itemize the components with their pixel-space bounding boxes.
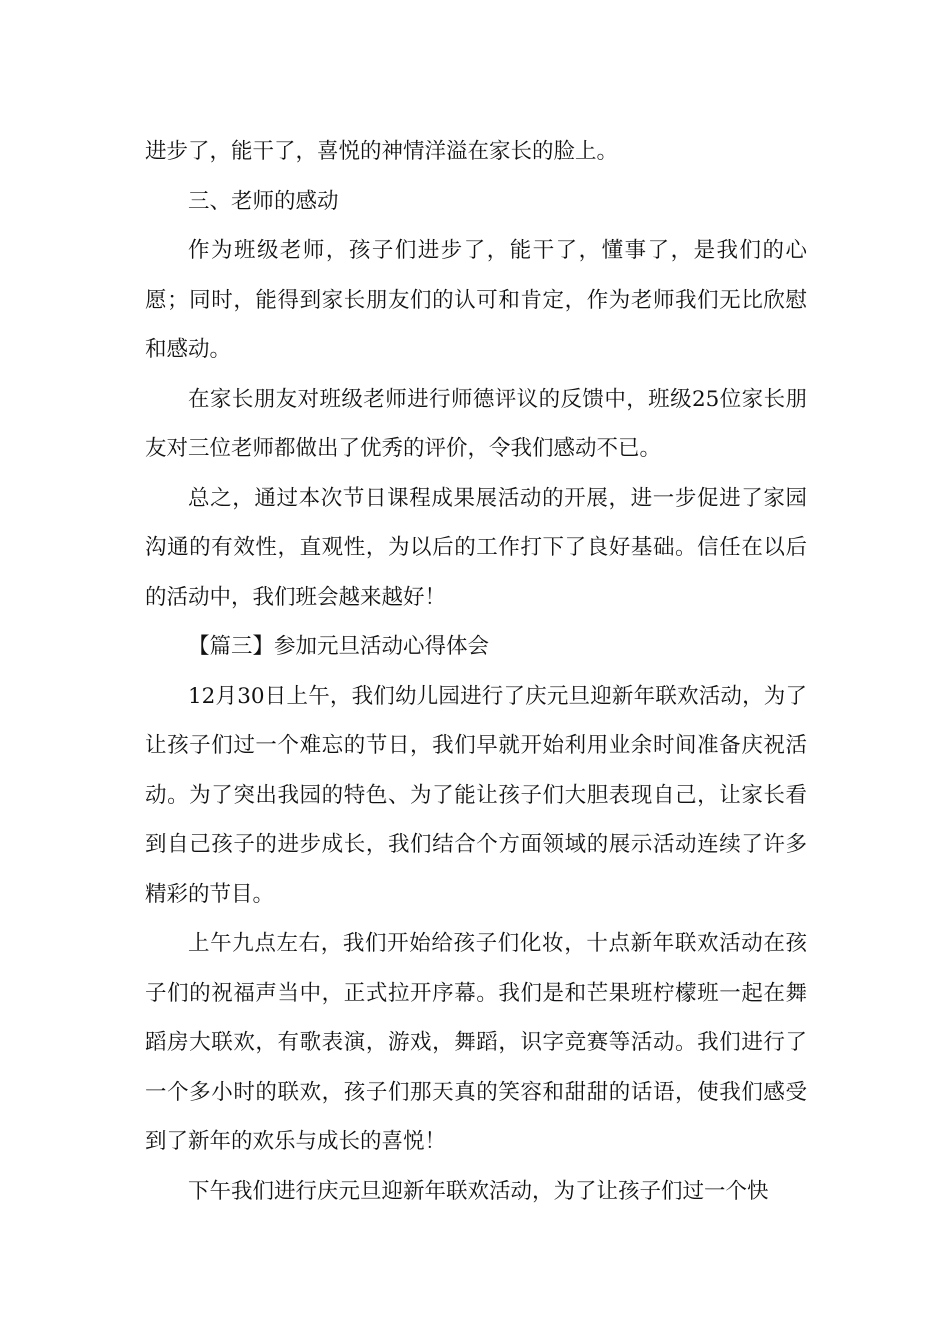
paragraph: 总之，通过本次节日课程成果展活动的开展，进一步促进了家园沟通的有效性，直观性，为以后的工作打下了良好基础。信任在以后的活动中，我们班会越来越好！: [145, 485, 807, 610]
section-heading-teacher-feelings: 三、老师的感动: [188, 188, 339, 214]
paragraph: 作为班级老师，孩子们进步了，能干了，懂事了，是我们的心愿；同时，能得到家长朋友们的认可和肯定，作为老师我们无比欣慰和感动。: [145, 238, 807, 362]
body-text: [145, 127, 807, 1216]
paragraph-continuation: 进步了，能干了，喜悦的神情洋溢在家长的脸上。: [145, 139, 619, 164]
article-heading-part-three: 【篇三】参加元旦活动心得体会: [188, 634, 490, 659]
paragraph: 在家长朋友对班级老师进行师德评议的反馈中，班级25位家长朋友对三位老师都做出了优秀的评价，令我们感动不已。: [145, 386, 807, 461]
paragraph: 上午九点左右，我们开始给孩子们化妆，十点新年联欢活动在孩子们的祝福声当中，正式拉开序幕。我们是和芒果班柠檬班一起在舞蹈房大联欢，有歌表演，游戏，舞蹈，识字竞赛等活动。我们进行了一个多小时的联欢，孩子们那天真的笑容和甜甜的话语，使我们感受到了新年的欢乐与成长的喜悦！: [145, 931, 807, 1154]
paragraph: 下午我们进行庆元旦迎新年联欢活动，为了让孩子们过一个快: [188, 1178, 769, 1204]
paragraph: 12月30日上午，我们幼儿园进行了庆元旦迎新年联欢活动，为了让孩子们过一个难忘的节日，我们早就开始利用业余时间准备庆祝活动。为了突出我园的特色、为了能让孩子们大胆表现自己，让家长看到自己孩子的进步成长，我们结合个方面领域的展示活动连续了许多精彩的节目。: [145, 683, 807, 907]
